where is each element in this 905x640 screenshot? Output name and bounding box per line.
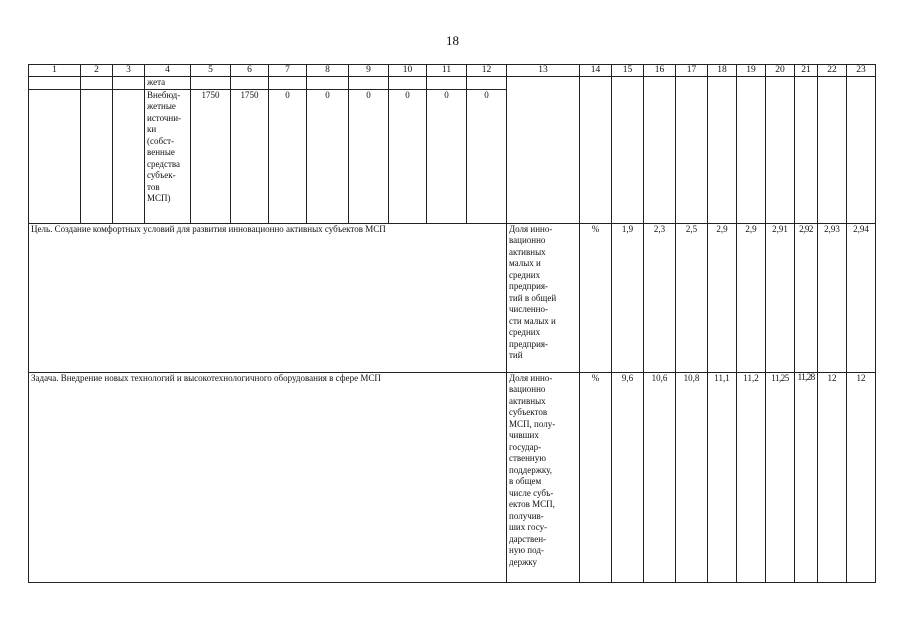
table-row-top (29, 77, 876, 90)
header-row (29, 65, 876, 77)
task-value-22: 12 (818, 372, 847, 582)
task-value-17: 10,8 (676, 372, 708, 582)
task-value-15: 9,6 (612, 372, 644, 582)
goal-unit: % (580, 223, 612, 372)
page-number: 18 (446, 33, 459, 48)
header-col-18: 18 (708, 65, 737, 77)
header-col-5: 5 (191, 65, 231, 77)
task-text: Задача. Внедрение новых технологий и высокотехнологичного оборудования в сфере МСП (29, 372, 507, 582)
header-col-3: 3 (113, 65, 145, 77)
header-col-23: 23 (847, 65, 876, 77)
header-col-1: 1 (29, 65, 81, 77)
goal-value-17: 2,5 (676, 223, 708, 372)
funding-value-11: 0 (427, 89, 467, 223)
funding-value-5: 1750 (191, 89, 231, 223)
task-unit: % (580, 372, 612, 582)
task-value-20: 11,25 (766, 372, 795, 582)
goal-value-21: 2,92 (795, 223, 818, 372)
goal-value-23: 2,94 (847, 223, 876, 372)
header-col-19: 19 (737, 65, 766, 77)
goal-indicator: Доля инно- вационно активных малых и средних предприя- тий в общей численно- сти малых и средних предприя- тий (507, 223, 580, 372)
header-col-10: 10 (389, 65, 427, 77)
funding-value-10: 0 (389, 89, 427, 223)
cell-col4-top: жета (145, 77, 191, 90)
task-value-19: 11,2 (737, 372, 766, 582)
table-row-task (29, 372, 876, 582)
goal-value-20: 2,91 (766, 223, 795, 372)
header-col-12: 12 (467, 65, 507, 77)
header-col-16: 16 (644, 65, 676, 77)
goal-value-19: 2,9 (737, 223, 766, 372)
goal-value-22: 2,93 (818, 223, 847, 372)
indicator-table (28, 64, 876, 583)
goal-value-15: 1,9 (612, 223, 644, 372)
funding-value-12: 0 (467, 89, 507, 223)
funding-value-6: 1750 (231, 89, 269, 223)
funding-value-8: 0 (307, 89, 349, 223)
header-col-13: 13 (507, 65, 580, 77)
header-col-22: 22 (818, 65, 847, 77)
header-col-17: 17 (676, 65, 708, 77)
header-col-7: 7 (269, 65, 307, 77)
goal-text: Цель. Создание комфортных условий для развития инновационно активных субъектов МСП (29, 223, 507, 372)
task-indicator: Доля инно- вационно активных субъектов МСП, полу- чивших государ- ственную поддержку, в общем числе субъ- ектов МСП, получив- ших госу- дарствен- ную под- держку (507, 372, 580, 582)
header-col-8: 8 (307, 65, 349, 77)
task-value-21: 11,28 (795, 372, 818, 582)
header-col-4: 4 (145, 65, 191, 77)
header-col-11: 11 (427, 65, 467, 77)
header-col-21: 21 (795, 65, 818, 77)
header-col-15: 15 (612, 65, 644, 77)
header-col-20: 20 (766, 65, 795, 77)
task-value-23: 12 (847, 372, 876, 582)
header-col-9: 9 (349, 65, 389, 77)
header-col-2: 2 (81, 65, 113, 77)
funding-source-label: Внебюд- жетные источни- ки (собст- венные средства субъек- тов МСП) (145, 89, 191, 223)
header-col-6: 6 (231, 65, 269, 77)
goal-value-18: 2,9 (708, 223, 737, 372)
goal-value-16: 2,3 (644, 223, 676, 372)
task-value-16: 10,6 (644, 372, 676, 582)
table-row-goal (29, 223, 876, 372)
funding-value-7: 0 (269, 89, 307, 223)
funding-value-9: 0 (349, 89, 389, 223)
task-value-18: 11,1 (708, 372, 737, 582)
header-col-14: 14 (580, 65, 612, 77)
